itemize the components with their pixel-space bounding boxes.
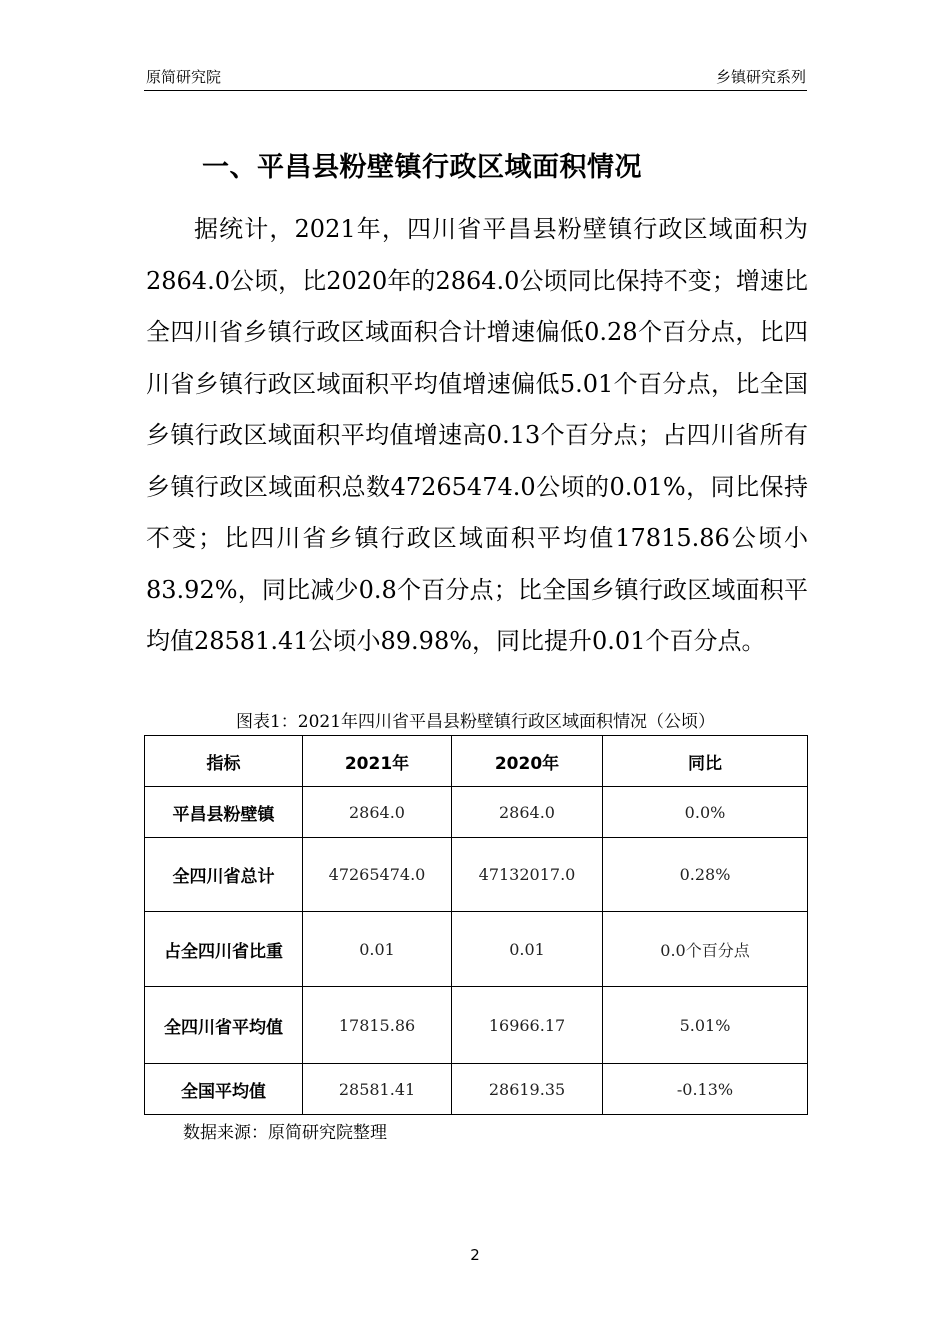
value-yoy: 0.0个百分点 [603, 912, 808, 987]
header-divider [144, 90, 807, 91]
table-row [145, 912, 808, 987]
area-data-table [144, 735, 808, 1115]
section-title: 一、平昌县粉壁镇行政区域面积情况 [202, 152, 642, 183]
table-row [145, 987, 808, 1064]
header-cell-2020: 2020年 [452, 736, 603, 787]
value-yoy: 0.28% [603, 838, 808, 912]
table-row [145, 838, 808, 912]
value-2020: 28619.35 [452, 1064, 603, 1115]
row-label: 全国平均值 [145, 1064, 303, 1115]
value-2021: 0.01 [303, 912, 452, 987]
body-paragraph: 据统计，2021年，四川省平昌县粉壁镇行政区域面积为2864.0公顷，比2020年的2864.0公顷同比保持不变；增速比全四川省乡镇行政区域面积合计增速偏低0.28个百分点，比四川省乡镇行政区域面积平均值增速偏低5.01个百分点，比全国乡镇行政区域面积平均值增速高0.13个百分点；占四川省所有乡镇行政区域面积总数47265474.0公顷的0.01%，同比保持不变；比四川省乡镇行政区域面积平均值17815.86公顷小83.92%，同比减少0.8个百分点；比全国乡镇行政区域面积平均值28581.41公顷小89.98%，同比提升0.01个百分点。 [146, 215, 808, 655]
value-2020: 2864.0 [452, 787, 603, 838]
row-label: 平昌县粉壁镇 [145, 787, 303, 838]
value-yoy: 5.01% [603, 987, 808, 1064]
row-label: 全四川省平均值 [145, 987, 303, 1064]
header-series-name: 乡镇研究系列 [715, 68, 806, 86]
table-row [145, 787, 808, 838]
value-2020: 0.01 [452, 912, 603, 987]
value-2020: 47132017.0 [452, 838, 603, 912]
data-source-note: 数据来源：原简研究院整理 [183, 1123, 387, 1143]
value-yoy: -0.13% [603, 1064, 808, 1115]
table-row [145, 1064, 808, 1115]
table-header-row [145, 736, 808, 787]
header-cell-2021: 2021年 [303, 736, 452, 787]
value-2021: 2864.0 [303, 787, 452, 838]
value-yoy: 0.0% [603, 787, 808, 838]
header-cell-yoy: 同比 [603, 736, 808, 787]
header-org-name: 原简研究院 [146, 68, 222, 86]
row-label: 全四川省总计 [145, 838, 303, 912]
header-cell-indicator: 指标 [145, 736, 303, 787]
row-label: 占全四川省比重 [145, 912, 303, 987]
value-2020: 16966.17 [452, 987, 603, 1064]
value-2021: 47265474.0 [303, 838, 452, 912]
table-caption: 图表1：2021年四川省平昌县粉壁镇行政区域面积情况（公顷） [235, 712, 716, 732]
value-2021: 28581.41 [303, 1064, 452, 1115]
page-number: 2 [470, 1246, 480, 1264]
value-2021: 17815.86 [303, 987, 452, 1064]
